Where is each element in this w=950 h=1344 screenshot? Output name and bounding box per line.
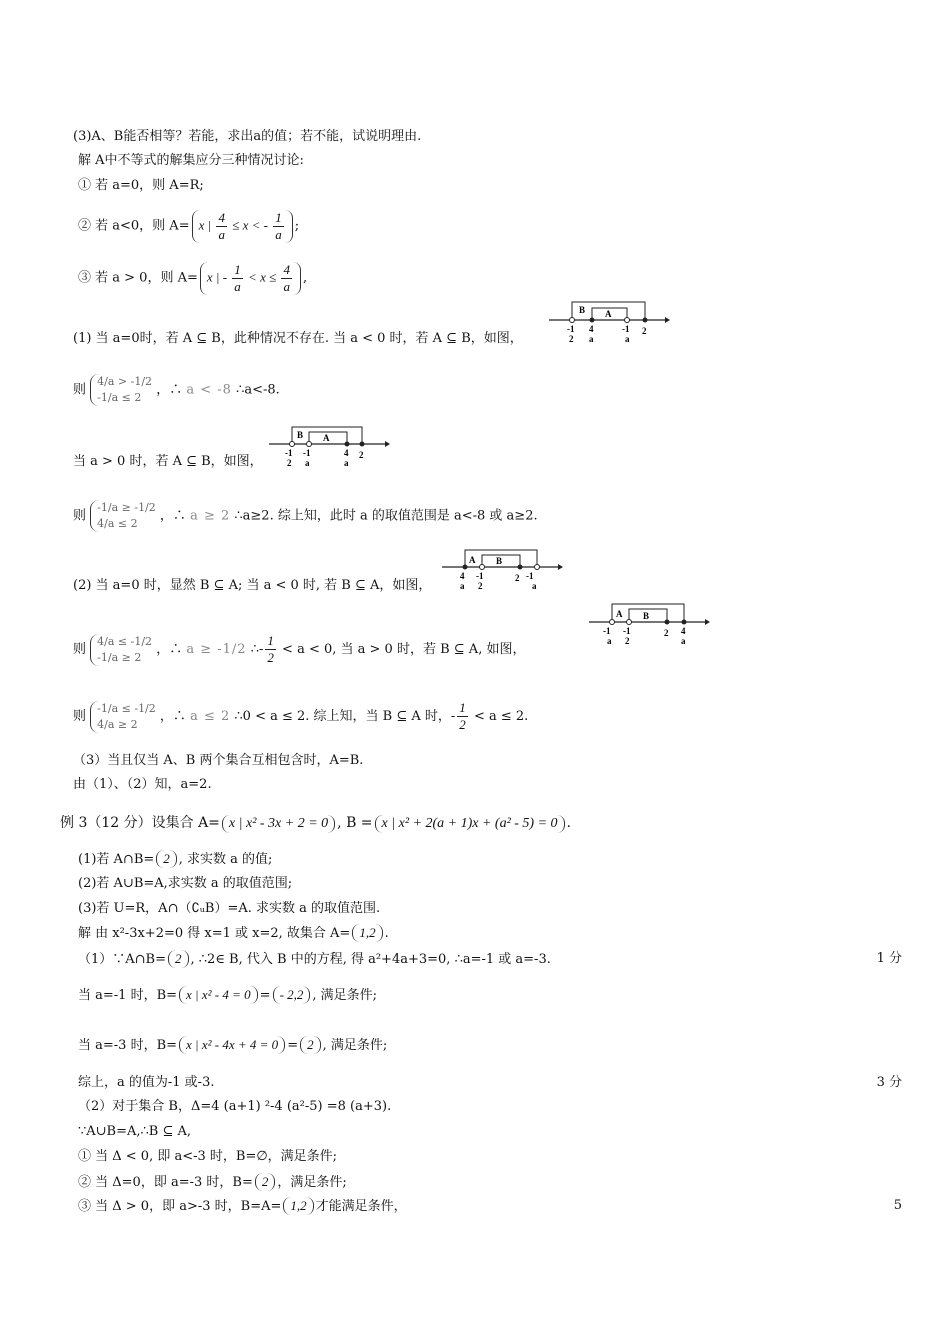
svg-text:a: a	[532, 581, 537, 591]
svg-text:a: a	[625, 334, 630, 344]
result-1: ∴a<-8.	[236, 382, 280, 398]
question-3: (3)若 U=R，A∩（∁ᵤB）=A. 求实数 a 的取值范围.	[78, 901, 381, 916]
part2-positive-then	[73, 700, 528, 733]
blurred-result-3: a ≥ -1/2	[186, 642, 247, 657]
s1-tail: , ∴2∈ B, 代入 B 中的方程, 得 a²+4a+3=0, ∴a=-1 或 a=-3.	[190, 952, 551, 967]
svg-text:2: 2	[515, 573, 520, 583]
a1-eq: =	[259, 988, 271, 1003]
svg-text:a: a	[589, 334, 594, 344]
then-label: 则	[73, 508, 87, 524]
svg-text:-1: -1	[622, 324, 630, 334]
a1-set: x | x² - 4 = 0	[179, 986, 258, 1004]
case-3-set: x | - $\frac{1}{a}$ < x ≤ $\frac{4}{a}$	[200, 262, 301, 295]
svg-text:4: 4	[460, 571, 465, 581]
diagram-1-label-b: B	[579, 305, 586, 315]
solution-2-case-3	[78, 1197, 407, 1216]
svg-text:-1: -1	[526, 571, 534, 581]
blurred-result-2: a ≥ 2	[190, 508, 231, 524]
half-fraction: $\frac{1}{2}$	[267, 633, 274, 665]
solution-a-minus-1	[78, 986, 377, 1005]
svg-text:-1: -1	[476, 571, 484, 581]
case-2	[78, 210, 299, 243]
score-5: 5	[893, 1198, 902, 1213]
svg-text:A: A	[323, 433, 330, 443]
a3-tail: , 满足条件;	[322, 1038, 388, 1053]
solution-3-intro	[78, 924, 389, 943]
case-2-label: ② 若 a<0，则 A=	[78, 218, 190, 234]
svg-text:a: a	[344, 458, 349, 468]
therefore-3: ，∴	[156, 642, 183, 657]
number-line-diagram-4	[585, 598, 710, 648]
number-line-diagram-1	[545, 298, 670, 346]
case-3-end: ,	[302, 270, 308, 286]
svg-text:B: B	[297, 430, 304, 440]
svg-text:2: 2	[664, 628, 669, 638]
number-line-diagram-2	[265, 422, 390, 470]
part1-line: (1) 当 a=0时，若 A ⊆ B，此种情况不存在. 当 a < 0 时，若 A ⊆ B，如图，	[73, 331, 523, 346]
set-a-definition: x | x² - 3x + 2 = 0	[222, 815, 335, 833]
svg-text:a: a	[681, 636, 686, 646]
inequality-system-1: 4/a > -1/2 -1/a ≤ 2	[90, 374, 152, 406]
svg-text:a: a	[305, 458, 310, 468]
a3-set: x | x² - 4x + 4 = 0	[179, 1036, 285, 1054]
s2c2-set: 2	[255, 1173, 276, 1191]
q1-tail: , 求实数 a 的值;	[178, 852, 273, 867]
svg-text:-1: -1	[623, 626, 631, 636]
svg-text:-1: -1	[303, 448, 311, 458]
blurred-result-4: a ≤ 2	[190, 709, 231, 724]
part1-positive-line: 当 a > 0 时，若 A ⊆ B，如图，	[73, 454, 263, 469]
solution-2-case-1: ① 当 Δ < 0, 即 a<-3 时，B=∅，满足条件;	[78, 1149, 338, 1164]
q1-set: 2	[156, 850, 177, 868]
result-4: ∴0 < a ≤ 2. 综上知，当 B ⊆ A 时，-	[234, 709, 456, 724]
therefore-2: ，∴	[159, 508, 186, 524]
a3-value: 2	[300, 1036, 321, 1054]
svg-text:2: 2	[478, 581, 483, 591]
solution-3-end: .	[384, 926, 389, 941]
a3-eq: =	[287, 1038, 299, 1053]
svg-text:B: B	[496, 556, 503, 566]
then-label: 则	[73, 709, 87, 724]
case-2-end: ;	[294, 218, 300, 234]
svg-text:A: A	[616, 609, 623, 619]
svg-text:a: a	[607, 636, 612, 646]
solution-intro: 解 A中不等式的解集应分三种情况讨论:	[78, 153, 304, 168]
solution-2-delta: （2）对于集合 B，Δ=4 (a+1) ²-4 (a²-5) =8 (a+3).	[78, 1099, 392, 1114]
svg-text:A: A	[469, 555, 476, 565]
solution-2-case-2	[78, 1173, 347, 1192]
solution-2-union: ∵A∪B=A,∴B ⊆ A,	[78, 1124, 192, 1139]
a1-text: 当 a=-1 时，B=	[78, 988, 178, 1003]
svg-text:4: 4	[681, 626, 686, 636]
solution-a-minus-3	[78, 1036, 387, 1055]
half-fraction-2: $\frac{1}{2}$	[459, 700, 466, 732]
svg-text:2: 2	[569, 334, 574, 344]
result-2: ∴a≥2. 综上知，此时 a 的取值范围是 a<-8 或 a≥2.	[234, 508, 538, 524]
svg-text:B: B	[643, 611, 650, 621]
svg-text:-1: -1	[285, 448, 293, 458]
result-3: < a < 0, 当 a > 0 时，若 B ⊆ A, 如图，	[282, 642, 526, 657]
set-b-definition: x | x² + 2(a + 1)x + (a² - 5) = 0	[375, 815, 565, 833]
part3-answer-1: （3）当且仅当 A、B 两个集合互相包含时，A=B.	[73, 753, 364, 768]
part1-positive-then	[73, 500, 538, 532]
score-1: 1 分	[876, 951, 902, 966]
svg-text:a: a	[460, 581, 465, 591]
svg-text:-1: -1	[603, 626, 611, 636]
part3-answer-2: 由（1）、（2）知，a=2.	[73, 777, 212, 792]
inequality-system-4: -1/a ≤ -1/2 4/a ≥ 2	[90, 701, 156, 733]
inequality-system-2: -1/a ≥ -1/2 4/a ≤ 2	[90, 500, 156, 532]
svg-text:2: 2	[287, 458, 292, 468]
svg-text:2: 2	[359, 450, 364, 460]
s2c3-tail: 才能满足条件，	[315, 1199, 407, 1214]
s2c2-tail: ，满足条件;	[277, 1175, 347, 1190]
blurred-result-1: a < -8	[186, 382, 232, 398]
diagram-1-label-a: A	[605, 309, 612, 319]
case-2-set: x | $\frac{4}{a}$ ≤ x < - $\frac{1}{a}$	[192, 210, 293, 243]
q1-text: (1)若 A∩B=	[78, 852, 155, 867]
question-2: (2)若 A∪B=A,求实数 a 的取值范围;	[78, 876, 293, 891]
svg-text:2: 2	[642, 326, 647, 336]
result-3-prefix: ∴-	[250, 642, 264, 657]
part2-line: (2) 当 a=0 时，显然 B ⊆ A; 当 a < 0 时, 若 B ⊆ A，如图，	[73, 578, 432, 593]
inequality-system-3: 4/a ≤ -1/2 -1/a ≥ 2	[90, 634, 152, 666]
set-a-value: 1,2	[352, 924, 382, 942]
case-3-label: ③ 若 a > 0，则 A=	[78, 270, 198, 286]
solution-3-part1	[78, 950, 551, 969]
a1-value: - 2,2	[273, 986, 311, 1004]
s2c3-text: ③ 当 Δ > 0，即 a>-3 时，B=A=	[78, 1199, 282, 1214]
then-label: 则	[73, 642, 87, 657]
number-line-diagram-3	[438, 545, 563, 595]
example-3-end: .	[566, 815, 571, 831]
case-1: ① 若 a=0，则 A=R;	[78, 178, 204, 193]
svg-text:2: 2	[625, 636, 630, 646]
question-1	[78, 850, 272, 869]
svg-text:4: 4	[589, 324, 594, 334]
therefore-4: ，∴	[159, 709, 186, 724]
result-4-tail: < a ≤ 2.	[473, 709, 529, 724]
s1-set: 2	[168, 950, 189, 968]
s2c2-text: ② 当 Δ=0，即 a=-3 时，B=	[78, 1175, 253, 1190]
then-label: 则	[73, 382, 87, 398]
solution-3-text: 解 由 x²-3x+2=0 得 x=1 或 x=2, 故集合 A=	[78, 926, 351, 941]
a1-tail: , 满足条件;	[312, 988, 378, 1003]
part3-question: (3)A、B能否相等？若能，求出a的值；若不能，试说明理由.	[73, 129, 422, 144]
s2c3-set: 1,2	[283, 1197, 313, 1215]
svg-text:4: 4	[344, 448, 349, 458]
solution-1-summary: 综上，a 的值为-1 或-3.	[78, 1075, 215, 1090]
s1-text: （1）∵A∩B=	[78, 952, 166, 967]
a3-text: 当 a=-3 时，B=	[78, 1038, 178, 1053]
part1-then	[73, 374, 280, 406]
therefore-1: ，∴	[156, 382, 183, 398]
example-3-sep: , B =	[337, 815, 373, 831]
score-3: 3 分	[876, 1075, 902, 1090]
example-3-header	[60, 814, 571, 833]
part2-then	[73, 633, 525, 666]
example-3-label: 例 3（12 分）设集合 A=	[60, 815, 220, 831]
case-3	[78, 262, 307, 295]
svg-text:-1: -1	[567, 324, 575, 334]
